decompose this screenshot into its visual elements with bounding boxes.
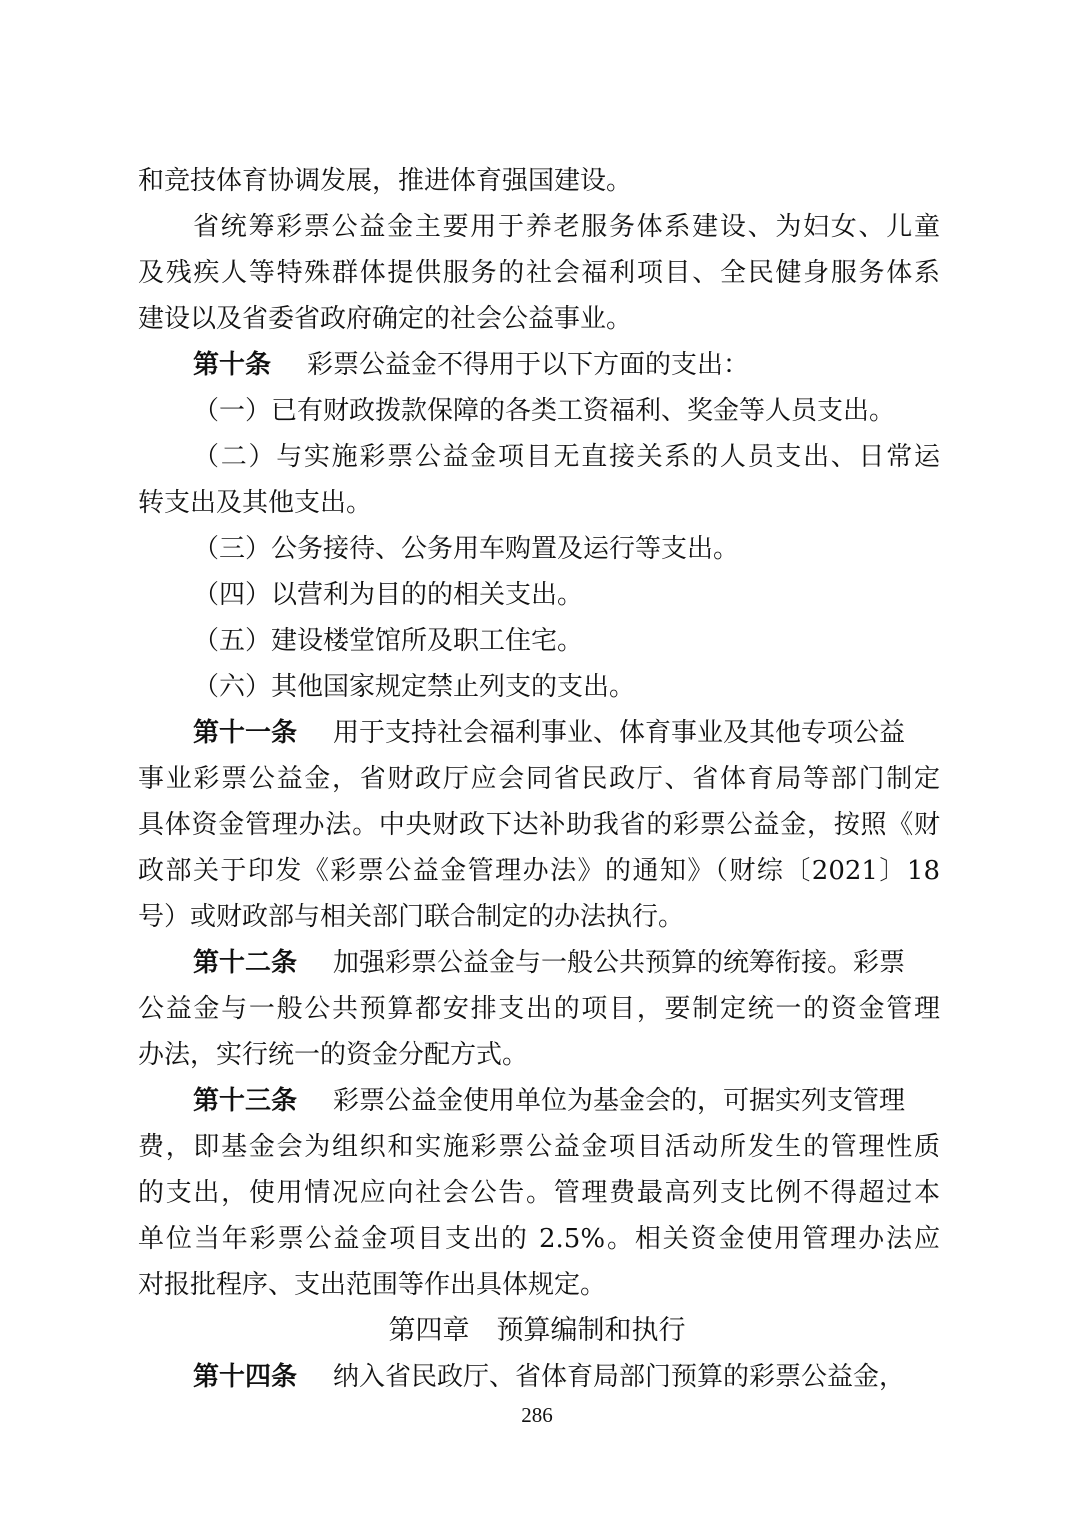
article-heading: 第十四条 [193, 1362, 298, 1392]
list-item: （三）公务接待、公务用车购置及运行等支出。 [193, 534, 740, 564]
paragraph-line: 和竞技体育协调发展，推进体育强国建设。 [138, 166, 633, 196]
list-item-continuation: 转支出及其他支出。 [138, 488, 373, 518]
article-text: 纳入省民政厅、省体育局部门预算的彩票公益金， [333, 1362, 906, 1392]
paragraph-line: 省统筹彩票公益金主要用于养老服务体系建设、为妇女、儿童 [193, 212, 940, 242]
paragraph-line: 具体资金管理办法。中央财政下达补助我省的彩票公益金，按照《财 [138, 810, 940, 840]
paragraph-line: 办法，实行统一的资金分配方式。 [138, 1040, 529, 1070]
list-item: （二）与实施彩票公益金项目无直接关系的人员支出、日常运 [193, 442, 940, 472]
article-heading: 第十三条 [193, 1086, 298, 1116]
page-number: 286 [521, 1403, 553, 1427]
paragraph-line: 费，即基金会为组织和实施彩票公益金项目活动所发生的管理性质 [138, 1132, 940, 1162]
article-11 [193, 710, 940, 756]
chapter-heading: 第四章 预算编制和执行 [388, 1315, 686, 1346]
article-heading: 第十一条 [193, 718, 298, 748]
article-text: 加强彩票公益金与一般公共预算的统筹衔接。彩票 [333, 948, 906, 978]
article-14 [193, 1354, 940, 1400]
paragraph-line: 公益金与一般公共预算都安排支出的项目，要制定统一的资金管理 [138, 994, 940, 1024]
article-10 [193, 342, 940, 388]
article-text: 彩票公益金不得用于以下方面的支出： [307, 350, 750, 380]
article-text: 用于支持社会福利事业、体育事业及其他专项公益 [333, 718, 906, 748]
paragraph-line: 及残疾人等特殊群体提供服务的社会福利项目、全民健身服务体系 [138, 258, 940, 288]
paragraph-line: 对报批程序、支出范围等作出具体规定。 [138, 1270, 607, 1300]
list-item: （五）建设楼堂馆所及职工住宅。 [193, 626, 584, 656]
article-heading: 第十二条 [193, 948, 298, 978]
paragraph-line: 单位当年彩票公益金项目支出的 2.5%。相关资金使用管理办法应 [138, 1224, 940, 1254]
paragraph-line: 号）或财政部与相关部门联合制定的办法执行。 [138, 902, 685, 932]
list-item: （六）其他国家规定禁止列支的支出。 [193, 672, 636, 702]
article-13 [193, 1078, 940, 1124]
paragraph-line: 政部关于印发《彩票公益金管理办法》的通知》（财综〔2021〕18 [138, 856, 940, 886]
paragraph-line: 建设以及省委省政府确定的社会公益事业。 [138, 304, 633, 334]
article-heading: 第十条 [193, 350, 272, 380]
list-item: （四）以营利为目的的相关支出。 [193, 580, 584, 610]
article-12 [193, 940, 940, 986]
paragraph-line: 的支出，使用情况应向社会公告。管理费最高列支比例不得超过本 [138, 1178, 940, 1208]
article-text: 彩票公益金使用单位为基金会的，可据实列支管理 [333, 1086, 906, 1116]
paragraph-line: 事业彩票公益金，省财政厅应会同省民政厅、省体育局等部门制定 [138, 764, 940, 794]
list-item: （一）已有财政拨款保障的各类工资福利、奖金等人员支出。 [193, 396, 896, 426]
